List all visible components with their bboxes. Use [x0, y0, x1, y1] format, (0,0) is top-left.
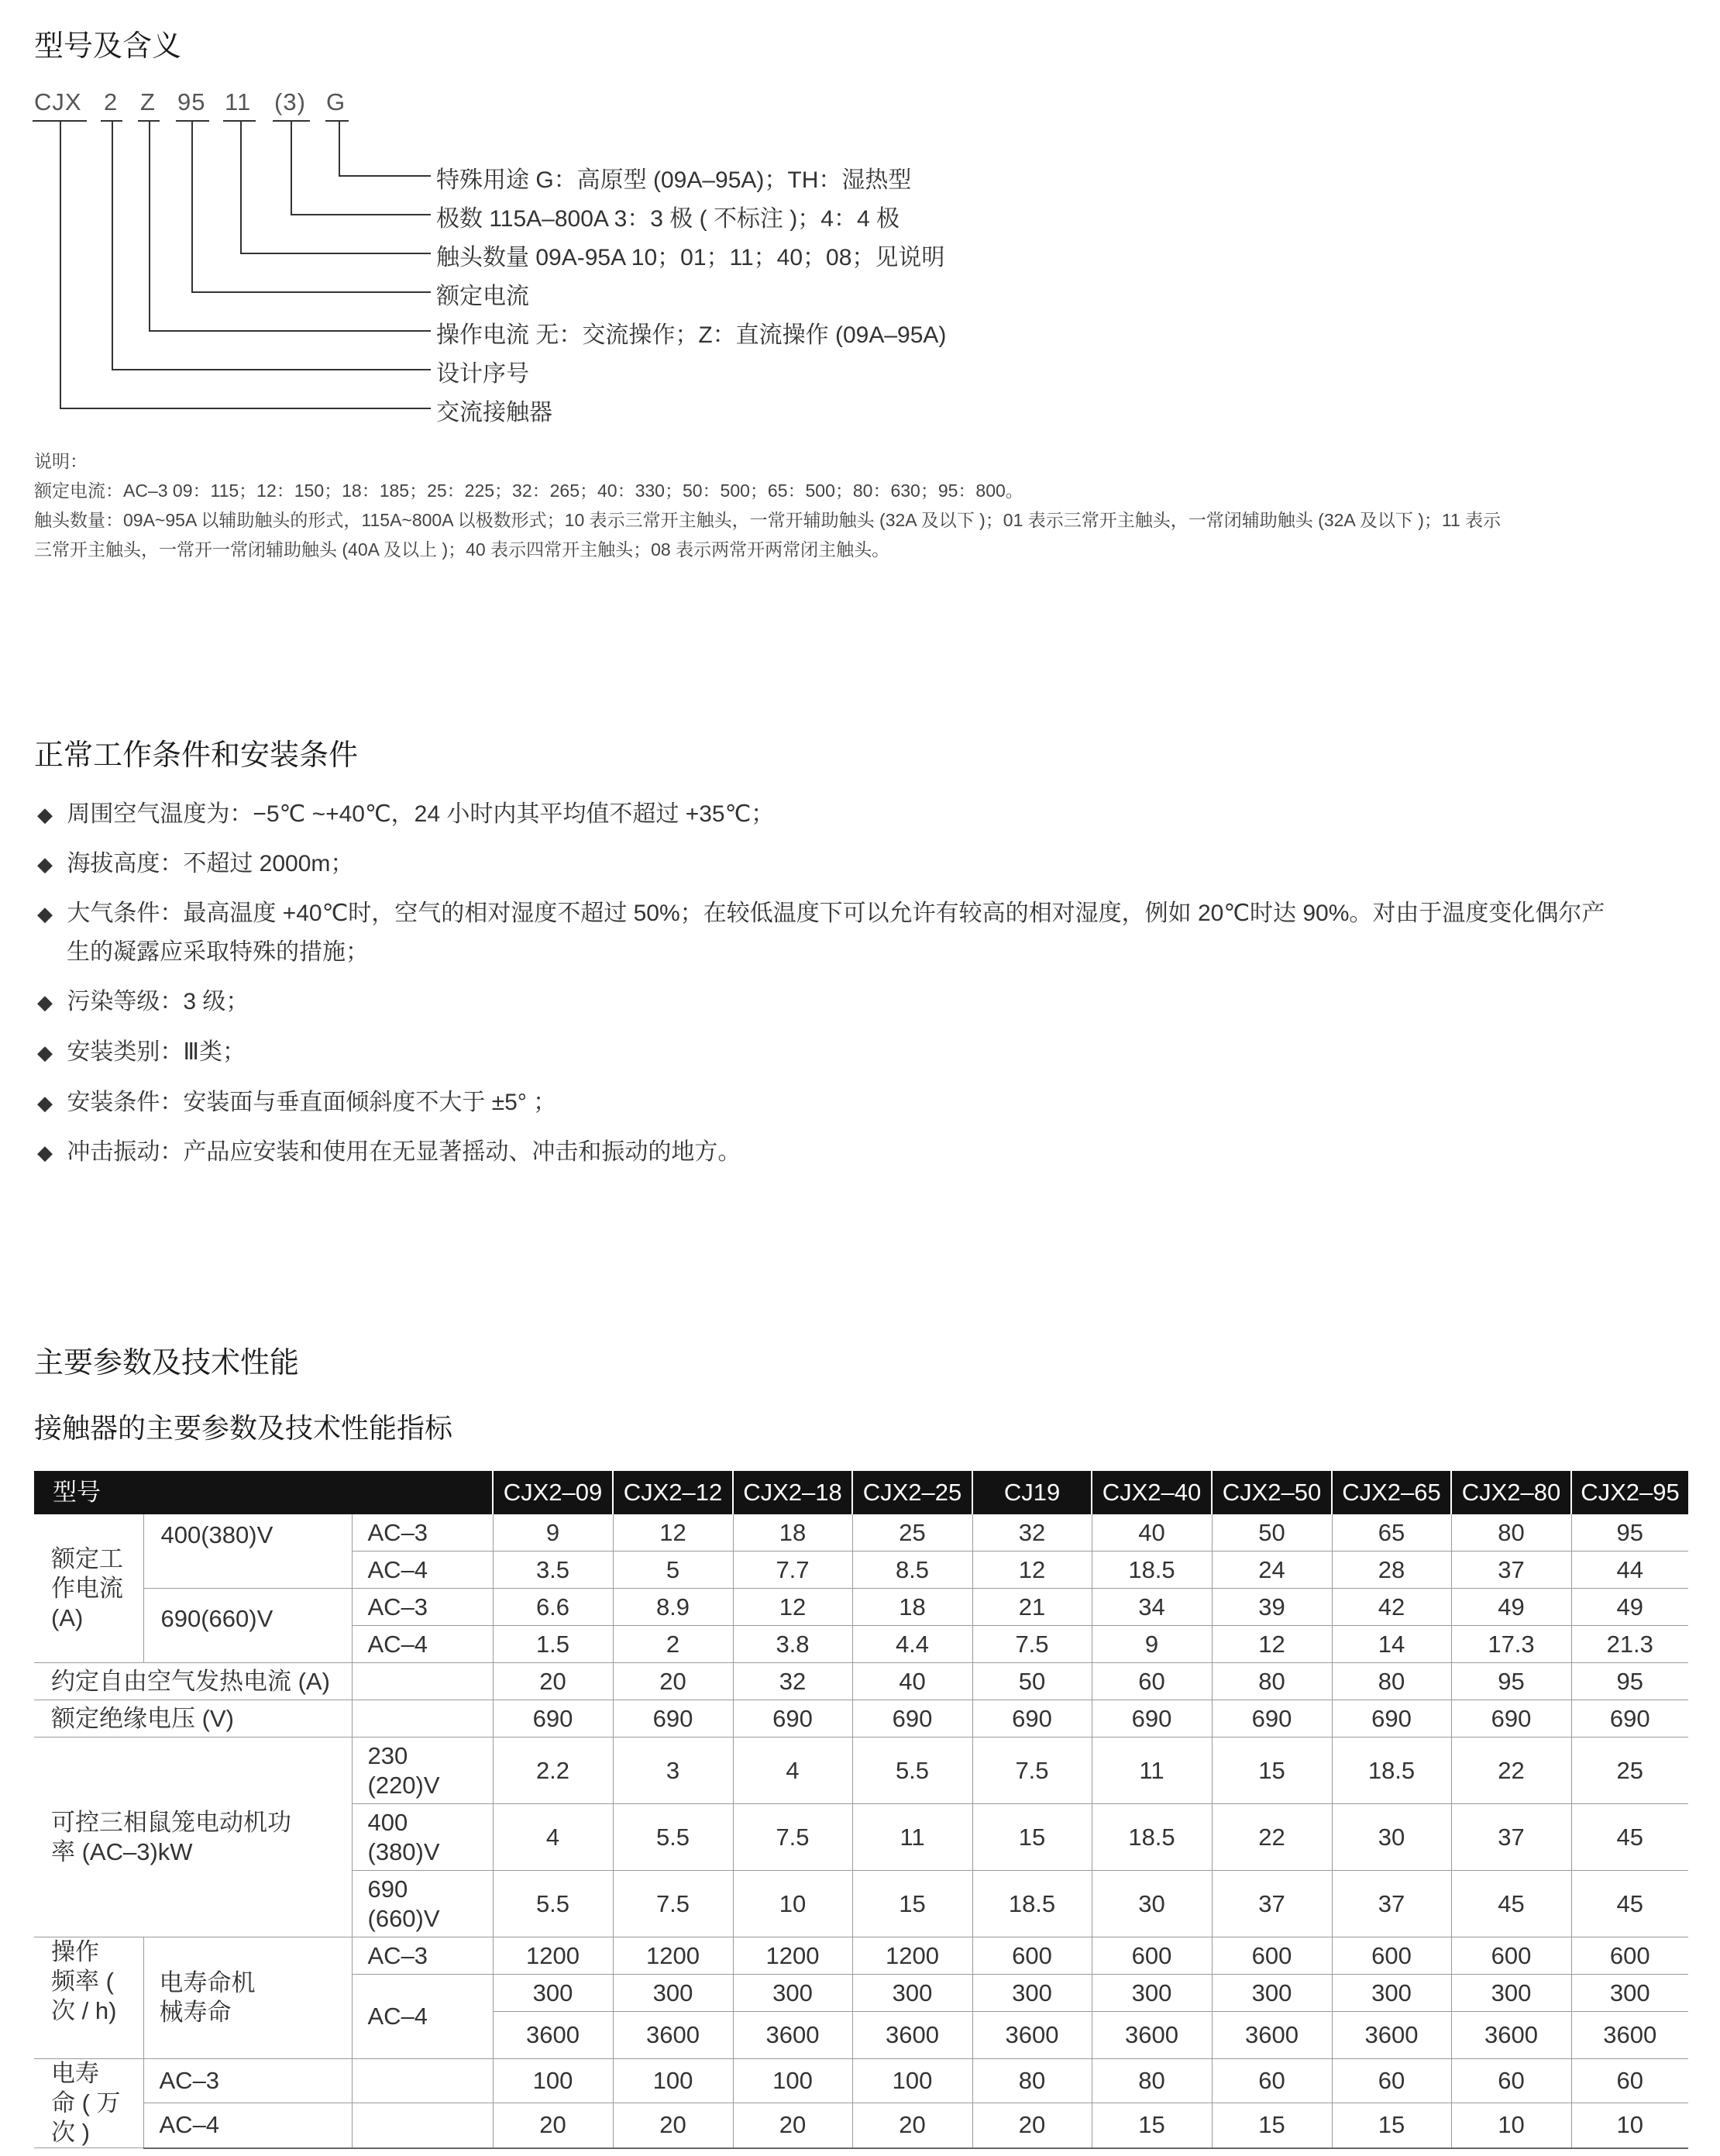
- table-cell: 37: [1332, 1871, 1451, 1937]
- code-part-operation: Z: [140, 88, 156, 115]
- table-cell: 18.5: [1092, 1552, 1212, 1589]
- table-cell: 37: [1451, 1804, 1571, 1871]
- code-part-special: G: [326, 88, 346, 115]
- table-cell: 95: [1571, 1663, 1688, 1700]
- section-title-conditions: 正常工作条件和安装条件: [34, 739, 359, 772]
- label-ac3: AC–3: [352, 1514, 493, 1552]
- label-insulation-voltage: 额定绝缘电压 (V): [34, 1700, 352, 1738]
- table-cell: 100: [493, 2059, 613, 2103]
- table-cell: 45: [1571, 1871, 1688, 1937]
- table-cell: 690: [1212, 1700, 1332, 1738]
- table-cell: 690: [972, 1700, 1092, 1738]
- table-cell: 3600: [613, 2012, 733, 2059]
- table-cell: 37: [1451, 1552, 1571, 1589]
- label-ac4: AC–4: [143, 2103, 352, 2148]
- table-cell: 3.5: [493, 1552, 613, 1589]
- table-cell: 3: [613, 1738, 733, 1804]
- table-cell: 4.4: [852, 1626, 972, 1663]
- table-cell: 1200: [733, 1937, 852, 1975]
- table-cell: 7.5: [613, 1871, 733, 1937]
- table-cell: 49: [1571, 1589, 1688, 1626]
- table-cell: 25: [852, 1514, 972, 1552]
- label-ac4: AC–4: [352, 1975, 493, 2059]
- table-cell: 45: [1451, 1871, 1571, 1937]
- empty-cell: [352, 1663, 493, 1700]
- table-cell: 15: [1212, 2103, 1332, 2148]
- table-cell: 10: [733, 1871, 852, 1937]
- table-cell: 18: [733, 1514, 852, 1552]
- table-cell: 300: [1451, 1975, 1571, 2012]
- table-cell: 18.5: [1332, 1738, 1451, 1804]
- table-cell: 7.5: [733, 1804, 852, 1871]
- table-cell: 3600: [1571, 2012, 1688, 2059]
- table-cell: 690: [852, 1700, 972, 1738]
- label-ac4: AC–4: [352, 1626, 493, 1663]
- table-cell: 1.5: [493, 1626, 613, 1663]
- label-operating-frequency: 操作频率 ( 次 / h): [34, 1937, 143, 2059]
- desc-poles: 极数 115A–800A 3：3 极 ( 不标注 )；4：4 极: [436, 206, 900, 232]
- table-cell: 600: [1332, 1937, 1451, 1975]
- table-cell: 12: [1212, 1626, 1332, 1663]
- notes-block: [34, 446, 1501, 564]
- table-cell: 10: [1571, 2103, 1688, 2148]
- table-cell: 690: [1332, 1700, 1451, 1738]
- table-cell: 15: [1332, 2103, 1451, 2148]
- table-cell: 2.2: [493, 1738, 613, 1804]
- label-ac3: AC–3: [352, 1937, 493, 1975]
- table-cell: 42: [1332, 1589, 1451, 1626]
- table-cell: 300: [852, 1975, 972, 2012]
- table-cell: 60: [1451, 2059, 1571, 2103]
- table-cell: 100: [613, 2059, 733, 2103]
- table-cell: 10: [1451, 2103, 1571, 2148]
- table-cell: 49: [1451, 1589, 1571, 1626]
- label-ac3: AC–3: [352, 1589, 493, 1626]
- label-ac4: AC–4: [352, 1552, 493, 1589]
- empty-cell: [352, 2059, 493, 2103]
- header-cjx2-40: CJX2–40: [1092, 1471, 1212, 1514]
- header-cjx2-18: CJX2–18: [733, 1471, 852, 1514]
- table-cell: 3600: [1212, 2012, 1332, 2059]
- table-cell: 15: [972, 1804, 1092, 1871]
- table-cell: 3600: [1451, 2012, 1571, 2059]
- table-cell: 9: [1092, 1626, 1212, 1663]
- table-cell: 690: [733, 1700, 852, 1738]
- label-690v: 690(660)V: [143, 1589, 352, 1663]
- table-cell: 65: [1332, 1514, 1451, 1552]
- condition-item: ◆ 周围空气温度为：−5℃ ~+40℃，24 小时内其平均值不超过 +35℃；: [37, 801, 775, 827]
- table-cell: 32: [733, 1663, 852, 1700]
- table-cell: 3600: [852, 2012, 972, 2059]
- table-cell: 6.6: [493, 1589, 613, 1626]
- table-cell: 12: [613, 1514, 733, 1552]
- table-cell: 1200: [493, 1937, 613, 1975]
- table-cell: 300: [972, 1975, 1092, 2012]
- table-cell: 12: [972, 1552, 1092, 1589]
- table-cell: 20: [972, 2103, 1092, 2148]
- section-title-model-meaning: 型号及含义: [34, 30, 182, 63]
- header-cjx2-80: CJX2–80: [1451, 1471, 1571, 1514]
- code-part-current: 95: [177, 88, 206, 115]
- table-cell: 60: [1332, 2059, 1451, 2103]
- table-row: [34, 1937, 1688, 1975]
- desc-rated-current: 额定电流: [436, 284, 529, 309]
- table-cell: 5.5: [852, 1738, 972, 1804]
- table-cell: 2: [613, 1626, 733, 1663]
- table-row: [34, 2059, 1688, 2103]
- header-cj19: CJ19: [972, 1471, 1092, 1514]
- table-cell: 80: [1451, 1514, 1571, 1552]
- table-cell: 300: [733, 1975, 852, 2012]
- table-cell: 300: [1332, 1975, 1451, 2012]
- empty-cell: [352, 2103, 493, 2148]
- desc-contacts: 触头数量 09A-95A 10；01；11；40；08；见说明: [436, 245, 945, 270]
- table-cell: 600: [1451, 1937, 1571, 1975]
- table-cell: 5: [613, 1552, 733, 1589]
- table-row: [34, 1514, 1688, 1552]
- code-part-cjx: CJX: [34, 88, 82, 115]
- table-cell: 7.7: [733, 1552, 852, 1589]
- condition-item: ◆ 安装类别：Ⅲ类；: [37, 1039, 246, 1065]
- table-cell: 3600: [493, 2012, 613, 2059]
- table-cell: 80: [1092, 2059, 1212, 2103]
- note-contacts-line1: 触头数量：09A~95A 以辅助触头的形式，115A~800A 以极数形式；10 表示三常开主触头，一常开辅助触头 (32A 及以下 )；01 表示三常开主触头，一常闭辅助触头 (32A 及以下 )；11 表示: [34, 510, 1502, 530]
- table-cell: 50: [1212, 1514, 1332, 1552]
- table-cell: 95: [1571, 1514, 1688, 1552]
- note-heading: 说明：: [34, 451, 88, 471]
- table-cell: 300: [613, 1975, 733, 2012]
- table-cell: 14: [1332, 1626, 1451, 1663]
- table-cell: 12: [733, 1589, 852, 1626]
- desc-special-use: 特殊用途 G：高原型 (09A–95A)；TH：湿热型: [436, 167, 912, 193]
- table-cell: 24: [1212, 1552, 1332, 1589]
- bullet-diamond-icon: ◆: [37, 902, 53, 925]
- table-cell: 600: [1212, 1937, 1332, 1975]
- table-cell: 39: [1212, 1589, 1332, 1626]
- label-400v-motor: 400 (380)V: [352, 1804, 493, 1871]
- bullet-diamond-icon: ◆: [37, 1091, 53, 1114]
- table-cell: 60: [1092, 1663, 1212, 1700]
- table-cell: 30: [1092, 1871, 1212, 1937]
- table-subtitle: 接触器的主要参数及技术性能指标: [34, 1412, 453, 1444]
- header-cjx2-25: CJX2–25: [852, 1471, 972, 1514]
- section-title-parameters: 主要参数及技术性能: [34, 1347, 300, 1379]
- table-row: [34, 1663, 1688, 1700]
- table-cell: 4: [493, 1804, 613, 1871]
- table-cell: 1200: [613, 1937, 733, 1975]
- label-230v: 230 (220)V: [352, 1738, 493, 1804]
- table-cell: 3600: [972, 2012, 1092, 2059]
- table-cell: 100: [852, 2059, 972, 2103]
- table-cell: 32: [972, 1514, 1092, 1552]
- desc-design-number: 设计序号: [436, 361, 529, 387]
- table-cell: 45: [1571, 1804, 1688, 1871]
- table-cell: 5.5: [493, 1871, 613, 1937]
- table-cell: 4: [733, 1738, 852, 1804]
- table-cell: 34: [1092, 1589, 1212, 1626]
- bullet-diamond-icon: ◆: [37, 990, 53, 1014]
- table-cell: 50: [972, 1663, 1092, 1700]
- table-row: [34, 2103, 1688, 2148]
- label-motor-power: 可控三相鼠笼电动机功率 (AC–3)kW: [34, 1738, 352, 1937]
- header-cjx2-95: CJX2–95: [1571, 1471, 1688, 1514]
- header-cjx2-50: CJX2–50: [1212, 1471, 1332, 1514]
- table-cell: 17.3: [1451, 1626, 1571, 1663]
- label-electrical-life: 电寿命 ( 万次 ): [34, 2059, 143, 2148]
- table-cell: 7.5: [972, 1738, 1092, 1804]
- header-cjx2-65: CJX2–65: [1332, 1471, 1451, 1514]
- note-contacts-line2: 三常开主触头，一常开一常闭辅助触头 (40A 及以上 )；40 表示四常开主触头；08 表示两常开两常闭主触头。: [34, 539, 890, 560]
- table-cell: 15: [1212, 1738, 1332, 1804]
- bullet-diamond-icon: ◆: [37, 1041, 53, 1064]
- table-cell: 44: [1571, 1552, 1688, 1589]
- table-cell: 37: [1212, 1871, 1332, 1937]
- spec-table: [34, 1471, 1688, 2149]
- table-cell: 15: [852, 1871, 972, 1937]
- table-cell: 11: [852, 1804, 972, 1871]
- table-cell: 690: [493, 1700, 613, 1738]
- condition-item: ◆ 海拔高度：不超过 2000m；: [37, 851, 354, 877]
- table-cell: 80: [1332, 1663, 1451, 1700]
- bullet-diamond-icon: ◆: [37, 852, 53, 876]
- table-cell: 20: [852, 2103, 972, 2148]
- table-cell: 690: [613, 1700, 733, 1738]
- table-cell: 20: [493, 2103, 613, 2148]
- table-cell: 20: [733, 2103, 852, 2148]
- table-cell: 690: [1571, 1700, 1688, 1738]
- header-cjx2-12: CJX2–12: [613, 1471, 733, 1514]
- table-cell: 3600: [1332, 2012, 1451, 2059]
- table-cell: 9: [493, 1514, 613, 1552]
- label-ac3: AC–3: [143, 2059, 352, 2103]
- table-cell: 8.5: [852, 1552, 972, 1589]
- table-cell: 300: [1571, 1975, 1688, 2012]
- label-electrical-mechanical-life: 电寿命机械寿命: [143, 1937, 352, 2059]
- table-cell: 300: [1092, 1975, 1212, 2012]
- table-cell: 20: [493, 1663, 613, 1700]
- table-cell: 100: [733, 2059, 852, 2103]
- code-part-contacts: 11: [225, 88, 252, 115]
- empty-cell: [352, 1700, 493, 1738]
- code-part-design: 2: [104, 88, 119, 115]
- table-cell: 1200: [852, 1937, 972, 1975]
- table-cell: 15: [1092, 2103, 1212, 2148]
- table-cell: 22: [1212, 1804, 1332, 1871]
- note-rated-current: 额定电流：AC–3 09：115；12：150；18：185；25：225；32：265；40：330；50：500；65：500；80：630；95：800。: [34, 480, 1023, 501]
- label-rated-current: 额定工作电流 (A): [34, 1514, 143, 1663]
- table-cell: 60: [1571, 2059, 1688, 2103]
- desc-operation-current: 操作电流 无：交流操作；Z：直流操作 (09A–95A): [436, 322, 947, 348]
- table-cell: 22: [1451, 1738, 1571, 1804]
- header-model: 型号: [34, 1471, 493, 1514]
- table-cell: 5.5: [613, 1804, 733, 1871]
- table-cell: 80: [1212, 1663, 1332, 1700]
- table-row: [34, 1589, 1688, 1626]
- table-cell: 300: [1212, 1975, 1332, 2012]
- table-cell: 8.9: [613, 1589, 733, 1626]
- table-cell: 30: [1332, 1804, 1451, 1871]
- bullet-diamond-icon: ◆: [37, 1141, 53, 1164]
- label-690v-motor: 690 (660)V: [352, 1871, 493, 1937]
- condition-item: ◆ 安装条件：安装面与垂直面倾斜度不大于 ±5° ；: [37, 1090, 557, 1115]
- table-cell: 600: [1092, 1937, 1212, 1975]
- table-cell: 20: [613, 2103, 733, 2148]
- table-cell: 600: [972, 1937, 1092, 1975]
- table-cell: 60: [1212, 2059, 1332, 2103]
- header-cjx2-09: CJX2–09: [493, 1471, 613, 1514]
- table-cell: 11: [1092, 1738, 1212, 1804]
- desc-ac-contactor: 交流接触器: [436, 400, 552, 425]
- table-cell: 40: [852, 1663, 972, 1700]
- table-cell: 20: [613, 1663, 733, 1700]
- table-cell: 21.3: [1571, 1626, 1688, 1663]
- condition-item: ◆ 污染等级：3 级；: [37, 989, 249, 1014]
- table-cell: 690: [1092, 1700, 1212, 1738]
- table-cell: 25: [1571, 1738, 1688, 1804]
- table-row: [34, 1700, 1688, 1738]
- table-cell: 18.5: [972, 1871, 1092, 1937]
- table-cell: 95: [1451, 1663, 1571, 1700]
- table-cell: 80: [972, 2059, 1092, 2103]
- label-400v: 400(380)V: [143, 1514, 352, 1589]
- label-thermal-current: 约定自由空气发热电流 (A): [34, 1663, 352, 1700]
- condition-item: ◆ 大气条件：最高温度 +40℃时，空气的相对湿度不超过 50%；在较低温度下可以允许有较高的相对湿度，例如 20℃时达 90%。对由于温度变化偶尔产: [37, 901, 1605, 926]
- table-header-row: [34, 1471, 1688, 1514]
- table-cell: 7.5: [972, 1626, 1092, 1663]
- table-cell: 300: [493, 1975, 613, 2012]
- table-cell: 3600: [733, 2012, 852, 2059]
- code-part-poles: (3): [274, 88, 306, 115]
- table-cell: 28: [1332, 1552, 1451, 1589]
- table-cell: 690: [1451, 1700, 1571, 1738]
- table-cell: 40: [1092, 1514, 1212, 1552]
- condition-item: ◆ 冲击振动：产品应安装和使用在无显著摇动、冲击和振动的地方。: [37, 1139, 741, 1165]
- table-cell: 3600: [1092, 2012, 1212, 2059]
- table-row: [34, 1738, 1688, 1804]
- table-cell: 3.8: [733, 1626, 852, 1663]
- bullet-diamond-icon: ◆: [37, 803, 53, 826]
- table-cell: 600: [1571, 1937, 1688, 1975]
- table-cell: 18: [852, 1589, 972, 1626]
- table-cell: 21: [972, 1589, 1092, 1626]
- table-cell: 18.5: [1092, 1804, 1212, 1871]
- condition-item-continuation: 生的凝露应采取特殊的措施；: [67, 939, 369, 965]
